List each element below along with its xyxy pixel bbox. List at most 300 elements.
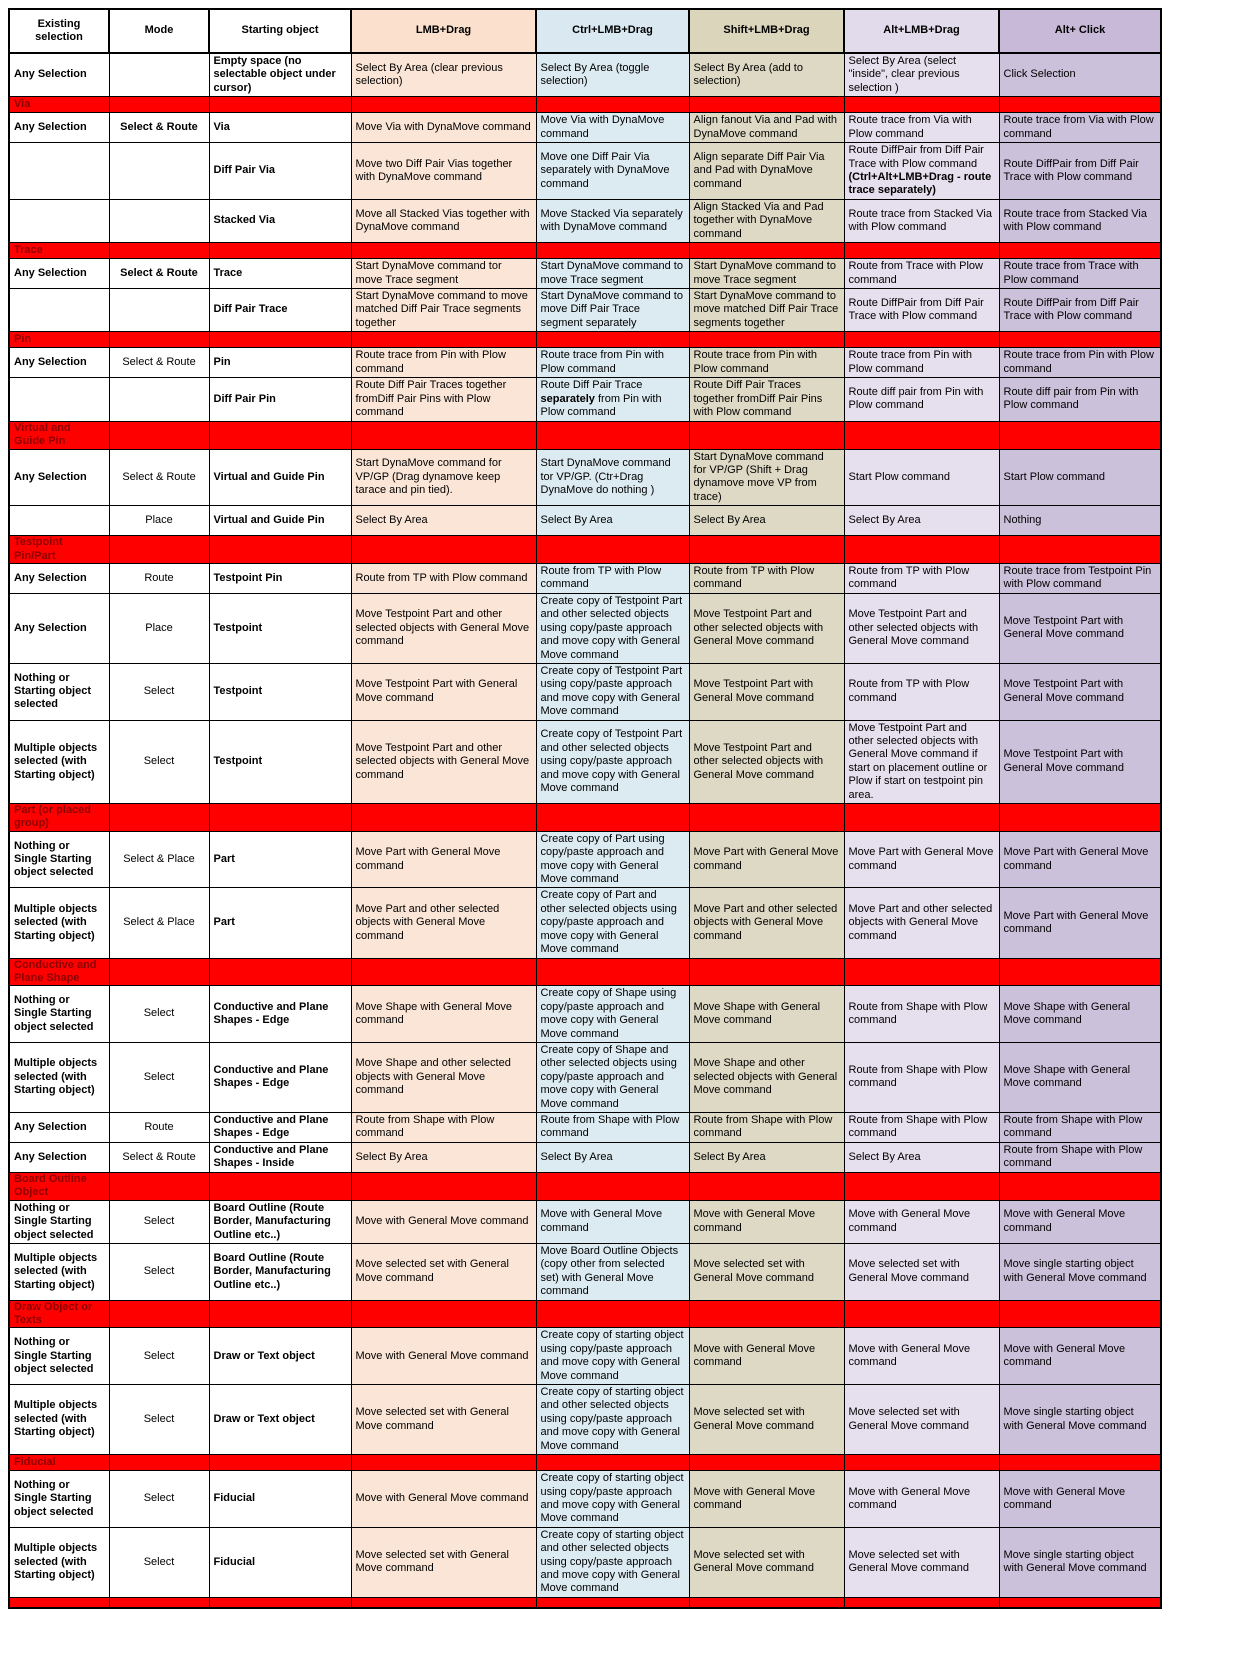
table-row xyxy=(9,986,1161,1043)
section-band-cell xyxy=(351,243,536,259)
cell-mode: Select xyxy=(109,1244,209,1301)
section-band-cell xyxy=(351,1455,536,1471)
table-row xyxy=(9,1385,1161,1455)
cell-shift-lmb-drag: Align separate Diff Pair Via and Pad with DynaMove command xyxy=(689,143,844,200)
cell-alt-lmb-drag: Route from TP with Plow command xyxy=(844,563,999,593)
cell-shift-lmb-drag: Align fanout Via and Pad with DynaMove command xyxy=(689,113,844,143)
section-divider-row xyxy=(9,97,1161,113)
section-band-cell xyxy=(999,1597,1161,1608)
cell-shift-lmb-drag: Start DynaMove command to move matched Diff Pair Trace segments together xyxy=(689,289,844,332)
section-band-cell xyxy=(999,536,1161,564)
cell-ctrl-lmb-drag: Start DynaMove command tor VP/GP. (Ctr+Drag DynaMove do nothing ) xyxy=(536,449,689,506)
cell-alt-click: Click Selection xyxy=(999,53,1161,97)
cell-ctrl-lmb-drag: Move with General Move command xyxy=(536,1200,689,1243)
section-band-cell xyxy=(689,958,844,986)
section-band-cell xyxy=(689,536,844,564)
cell-ctrl-lmb-drag: Move Stacked Via separately with DynaMove command xyxy=(536,199,689,242)
cell-lmb-drag: Move Part with General Move command xyxy=(351,831,536,888)
section-band-cell xyxy=(999,1455,1161,1471)
cell-alt-click: Move Shape with General Move command xyxy=(999,986,1161,1043)
table-row xyxy=(9,1200,1161,1243)
cell-shift-lmb-drag: Select By Area xyxy=(689,506,844,536)
section-band-cell xyxy=(351,804,536,832)
section-label-cell: Trace xyxy=(9,243,109,259)
cell-ctrl-lmb-drag: Select By Area xyxy=(536,1142,689,1172)
cell-ctrl-lmb-drag: Create copy of Part and other selected objects using copy/paste approach and move copy with General Move command xyxy=(536,888,689,958)
section-band-cell xyxy=(109,958,209,986)
cell-alt-lmb-drag: Route from Trace with Plow command xyxy=(844,259,999,289)
section-band-cell xyxy=(844,1455,999,1471)
section-divider-row xyxy=(9,1597,1161,1608)
cell-existing-selection: Any Selection xyxy=(9,449,109,506)
cell-ctrl-lmb-drag: Start DynaMove command to move Diff Pair Trace segment separately xyxy=(536,289,689,332)
cell-mode: Select & Place xyxy=(109,888,209,958)
section-band-cell xyxy=(536,1172,689,1200)
cell-ctrl-lmb-drag: Move Board Outline Objects (copy other from selected set) with General Move command xyxy=(536,1244,689,1301)
cell-alt-lmb-drag: Route from Shape with Plow command xyxy=(844,986,999,1043)
cell-shift-lmb-drag: Move selected set with General Move command xyxy=(689,1527,844,1597)
cell-mode: Select xyxy=(109,1527,209,1597)
cell-alt-click: Move Shape with General Move command xyxy=(999,1042,1161,1112)
section-band-cell xyxy=(844,243,999,259)
table-row xyxy=(9,506,1161,536)
section-band-cell xyxy=(209,1597,351,1608)
cell-starting-object: Via xyxy=(209,113,351,143)
section-band-cell xyxy=(689,1300,844,1328)
cell-mode xyxy=(109,289,209,332)
cell-lmb-drag: Select By Area xyxy=(351,1142,536,1172)
section-label-cell: Testpoint Pin/Part xyxy=(9,536,109,564)
cell-alt-click: Route trace from Testpoint Pin with Plow command xyxy=(999,563,1161,593)
cell-shift-lmb-drag: Move Shape and other selected objects with General Move command xyxy=(689,1042,844,1112)
section-band-cell xyxy=(109,1172,209,1200)
section-band-cell xyxy=(844,804,999,832)
table-row xyxy=(9,143,1161,200)
section-band-cell xyxy=(844,332,999,348)
cell-alt-lmb-drag: Move selected set with General Move command xyxy=(844,1385,999,1455)
section-band-cell xyxy=(209,97,351,113)
cell-alt-lmb-drag: Move selected set with General Move command xyxy=(844,1527,999,1597)
cell-alt-lmb-drag: Route from Shape with Plow command xyxy=(844,1042,999,1112)
table-row xyxy=(9,1042,1161,1112)
shortcut-table-body xyxy=(9,53,1161,1608)
cell-mode xyxy=(109,378,209,421)
cell-alt-click: Route diff pair from Pin with Plow command xyxy=(999,378,1161,421)
section-divider-row xyxy=(9,804,1161,832)
cell-existing-selection xyxy=(9,506,109,536)
selection-shortcut-table xyxy=(8,8,1162,1609)
section-band-cell xyxy=(109,804,209,832)
section-label-cell: Board Outline Object xyxy=(9,1172,109,1200)
section-band-cell xyxy=(536,243,689,259)
table-header-row xyxy=(9,9,1161,53)
cell-alt-lmb-drag: Select By Area xyxy=(844,506,999,536)
section-band-cell xyxy=(844,536,999,564)
section-band-cell xyxy=(844,97,999,113)
cell-starting-object: Conductive and Plane Shapes - Inside xyxy=(209,1142,351,1172)
cell-existing-selection: Multiple objects selected (with Starting object) xyxy=(9,888,109,958)
cell-starting-object: Board Outline (Route Border, Manufacturing Outline etc..) xyxy=(209,1244,351,1301)
cell-shift-lmb-drag: Move Part with General Move command xyxy=(689,831,844,888)
cell-starting-object: Conductive and Plane Shapes - Edge xyxy=(209,1042,351,1112)
cell-starting-object: Fiducial xyxy=(209,1527,351,1597)
cell-lmb-drag: Move Via with DynaMove command xyxy=(351,113,536,143)
section-band-cell xyxy=(689,332,844,348)
cell-ctrl-lmb-drag: Create copy of Testpoint Part using copy/paste approach and move copy with General Move command xyxy=(536,663,689,720)
cell-alt-lmb-drag: Route from Shape with Plow command xyxy=(844,1112,999,1142)
cell-existing-selection: Nothing or Single Starting object selected xyxy=(9,1471,109,1528)
section-label-cell: Fiducial xyxy=(9,1455,109,1471)
cell-alt-lmb-drag: Move with General Move command xyxy=(844,1471,999,1528)
cell-mode: Route xyxy=(109,563,209,593)
section-band-cell xyxy=(999,958,1161,986)
cell-mode: Route xyxy=(109,1112,209,1142)
header-existing-selection: Existing selection xyxy=(9,9,109,53)
cell-existing-selection: Nothing or Single Starting object selected xyxy=(9,1200,109,1243)
cell-starting-object: Diff Pair Pin xyxy=(209,378,351,421)
cell-starting-object: Part xyxy=(209,888,351,958)
section-divider-row xyxy=(9,958,1161,986)
header-ctrl-lmb-drag: Ctrl+LMB+Drag xyxy=(536,9,689,53)
cell-alt-click: Start Plow command xyxy=(999,449,1161,506)
section-divider-row xyxy=(9,1172,1161,1200)
cell-alt-click: Route trace from Via with Plow command xyxy=(999,113,1161,143)
cell-shift-lmb-drag: Move Part and other selected objects with General Move command xyxy=(689,888,844,958)
cell-existing-selection: Any Selection xyxy=(9,1112,109,1142)
table-row xyxy=(9,1244,1161,1301)
cell-starting-object: Part xyxy=(209,831,351,888)
cell-mode xyxy=(109,143,209,200)
cell-alt-lmb-drag: Route diff pair from Pin with Plow command xyxy=(844,378,999,421)
section-band-cell xyxy=(536,536,689,564)
header-mode: Mode xyxy=(109,9,209,53)
cell-mode: Select & Route xyxy=(109,259,209,289)
table-row xyxy=(9,348,1161,378)
table-row xyxy=(9,1328,1161,1385)
cell-existing-selection: Nothing or Single Starting object selected xyxy=(9,986,109,1043)
cell-shift-lmb-drag: Move selected set with General Move command xyxy=(689,1385,844,1455)
cell-ctrl-lmb-drag: Select By Area (toggle selection) xyxy=(536,53,689,97)
cell-existing-selection: Any Selection xyxy=(9,593,109,663)
cell-alt-lmb-drag: Route DiffPair from Diff Pair Trace with Plow command xyxy=(844,289,999,332)
cell-existing-selection: Nothing or Starting object selected xyxy=(9,663,109,720)
section-band-cell xyxy=(209,421,351,449)
section-band-cell xyxy=(109,1597,209,1608)
cell-alt-lmb-drag: Move with General Move command xyxy=(844,1328,999,1385)
header-shift-lmb-drag: Shift+LMB+Drag xyxy=(689,9,844,53)
section-band-cell xyxy=(351,421,536,449)
cell-alt-lmb-drag: Route trace from Stacked Via with Plow command xyxy=(844,199,999,242)
table-row xyxy=(9,1112,1161,1142)
cell-existing-selection xyxy=(9,199,109,242)
cell-ctrl-lmb-drag: Create copy of Testpoint Part and other selected objects using copy/paste approach and move copy with General Move command xyxy=(536,593,689,663)
section-band-cell xyxy=(351,1172,536,1200)
cell-shift-lmb-drag: Move Shape with General Move command xyxy=(689,986,844,1043)
cell-alt-click: Route DiffPair from Diff Pair Trace with Plow command xyxy=(999,143,1161,200)
cell-starting-object: Stacked Via xyxy=(209,199,351,242)
cell-alt-click: Move with General Move command xyxy=(999,1471,1161,1528)
section-band-cell xyxy=(209,1172,351,1200)
section-band-cell xyxy=(844,1172,999,1200)
cell-shift-lmb-drag: Select By Area xyxy=(689,1142,844,1172)
cell-existing-selection: Any Selection xyxy=(9,1142,109,1172)
cell-ctrl-lmb-drag: Route trace from Pin with Plow command xyxy=(536,348,689,378)
cell-mode xyxy=(109,199,209,242)
cell-existing-selection: Nothing or Single Starting object selected xyxy=(9,1328,109,1385)
cell-mode: Place xyxy=(109,593,209,663)
cell-starting-object: Trace xyxy=(209,259,351,289)
section-band-cell xyxy=(536,421,689,449)
cell-lmb-drag: Move selected set with General Move command xyxy=(351,1244,536,1301)
table-row xyxy=(9,1471,1161,1528)
cell-alt-click: Route DiffPair from Diff Pair Trace with Plow command xyxy=(999,289,1161,332)
cell-existing-selection: Any Selection xyxy=(9,53,109,97)
section-band-cell xyxy=(351,1597,536,1608)
cell-starting-object: Pin xyxy=(209,348,351,378)
section-divider-row xyxy=(9,421,1161,449)
cell-ctrl-lmb-drag: Route Diff Pair Trace separately from Pin with Plow command xyxy=(536,378,689,421)
section-band-cell xyxy=(999,804,1161,832)
section-band-cell xyxy=(109,421,209,449)
section-band-cell xyxy=(351,536,536,564)
cell-shift-lmb-drag: Start DynaMove command for VP/GP (Shift + Drag dynamove move VP from trace) xyxy=(689,449,844,506)
section-band-cell xyxy=(109,332,209,348)
cell-lmb-drag: Move Shape and other selected objects with General Move command xyxy=(351,1042,536,1112)
cell-alt-click: Move Testpoint Part with General Move command xyxy=(999,663,1161,720)
cell-starting-object: Virtual and Guide Pin xyxy=(209,449,351,506)
cell-alt-click: Move Part with General Move command xyxy=(999,831,1161,888)
section-band-cell xyxy=(536,958,689,986)
section-band-cell xyxy=(536,1455,689,1471)
section-band-cell xyxy=(536,804,689,832)
cell-existing-selection: Multiple objects selected (with Starting object) xyxy=(9,720,109,803)
cell-shift-lmb-drag: Move with General Move command xyxy=(689,1200,844,1243)
cell-mode: Select xyxy=(109,1328,209,1385)
cell-mode: Select xyxy=(109,1200,209,1243)
cell-starting-object: Testpoint xyxy=(209,663,351,720)
cell-starting-object: Diff Pair Via xyxy=(209,143,351,200)
cell-lmb-drag: Move all Stacked Vias together with DynaMove command xyxy=(351,199,536,242)
cell-shift-lmb-drag: Select By Area (add to selection) xyxy=(689,53,844,97)
section-divider-row xyxy=(9,332,1161,348)
cell-shift-lmb-drag: Route trace from Pin with Plow command xyxy=(689,348,844,378)
cell-ctrl-lmb-drag: Create copy of starting object and other selected objects using copy/paste approach and move copy with General Move command xyxy=(536,1527,689,1597)
cell-shift-lmb-drag: Route from TP with Plow command xyxy=(689,563,844,593)
cell-starting-object: Testpoint xyxy=(209,720,351,803)
cell-existing-selection: Any Selection xyxy=(9,259,109,289)
cell-starting-object: Conductive and Plane Shapes - Edge xyxy=(209,986,351,1043)
cell-shift-lmb-drag: Move Testpoint Part with General Move command xyxy=(689,663,844,720)
table-row xyxy=(9,289,1161,332)
section-band-cell xyxy=(109,97,209,113)
cell-existing-selection: Any Selection xyxy=(9,113,109,143)
section-band-cell xyxy=(999,1172,1161,1200)
cell-shift-lmb-drag: Move selected set with General Move command xyxy=(689,1244,844,1301)
section-label-cell: Part (or placed group) xyxy=(9,804,109,832)
cell-alt-click: Move with General Move command xyxy=(999,1200,1161,1243)
cell-lmb-drag: Move selected set with General Move command xyxy=(351,1527,536,1597)
cell-alt-click: Move Testpoint Part with General Move command xyxy=(999,593,1161,663)
cell-lmb-drag: Move with General Move command xyxy=(351,1471,536,1528)
table-row xyxy=(9,888,1161,958)
cell-starting-object: Draw or Text object xyxy=(209,1385,351,1455)
cell-ctrl-lmb-drag: Create copy of Shape and other selected objects using copy/paste approach and move copy with General Move command xyxy=(536,1042,689,1112)
cell-shift-lmb-drag: Move with General Move command xyxy=(689,1471,844,1528)
section-band-cell xyxy=(109,243,209,259)
cell-lmb-drag: Move Testpoint Part and other selected objects with General Move command xyxy=(351,593,536,663)
section-band-cell xyxy=(109,1455,209,1471)
section-band-cell xyxy=(999,1300,1161,1328)
cell-ctrl-lmb-drag: Create copy of Part using copy/paste approach and move copy with General Move command xyxy=(536,831,689,888)
cell-alt-lmb-drag: Select By Area xyxy=(844,1142,999,1172)
cell-alt-click: Route from Shape with Plow command xyxy=(999,1112,1161,1142)
section-band-cell xyxy=(209,1300,351,1328)
section-band-cell xyxy=(689,804,844,832)
cell-mode xyxy=(109,53,209,97)
cell-lmb-drag: Move selected set with General Move command xyxy=(351,1385,536,1455)
section-label-cell: Virtual and Guide Pin xyxy=(9,421,109,449)
cell-mode: Select & Route xyxy=(109,449,209,506)
cell-starting-object: Conductive and Plane Shapes - Edge xyxy=(209,1112,351,1142)
section-band-cell xyxy=(689,1172,844,1200)
cell-ctrl-lmb-drag: Route from TP with Plow command xyxy=(536,563,689,593)
section-band-cell xyxy=(999,332,1161,348)
cell-alt-lmb-drag: Route from TP with Plow command xyxy=(844,663,999,720)
section-band-cell xyxy=(999,97,1161,113)
cell-shift-lmb-drag: Route Diff Pair Traces together fromDiff Pair Pins with Plow command xyxy=(689,378,844,421)
section-band-cell xyxy=(109,1300,209,1328)
section-divider-row xyxy=(9,1300,1161,1328)
cell-lmb-drag: Move with General Move command xyxy=(351,1328,536,1385)
section-label-cell xyxy=(9,1597,109,1608)
cell-ctrl-lmb-drag: Start DynaMove command to move Trace segment xyxy=(536,259,689,289)
cell-shift-lmb-drag: Move Testpoint Part and other selected objects with General Move command xyxy=(689,720,844,803)
table-row xyxy=(9,1142,1161,1172)
cell-alt-click: Move Testpoint Part with General Move command xyxy=(999,720,1161,803)
cell-shift-lmb-drag: Align Stacked Via and Pad together with DynaMove command xyxy=(689,199,844,242)
cell-mode: Select xyxy=(109,1385,209,1455)
cell-lmb-drag: Move with General Move command xyxy=(351,1200,536,1243)
table-row xyxy=(9,53,1161,97)
section-band-cell xyxy=(536,1597,689,1608)
section-band-cell xyxy=(844,1597,999,1608)
cell-alt-click: Route trace from Trace with Plow command xyxy=(999,259,1161,289)
cell-existing-selection: Any Selection xyxy=(9,348,109,378)
cell-mode: Select & Route xyxy=(109,348,209,378)
cell-alt-click: Route trace from Stacked Via with Plow command xyxy=(999,199,1161,242)
cell-alt-lmb-drag: Move with General Move command xyxy=(844,1200,999,1243)
cell-starting-object: Virtual and Guide Pin xyxy=(209,506,351,536)
cell-lmb-drag: Route Diff Pair Traces together fromDiff Pair Pins with Plow command xyxy=(351,378,536,421)
cell-alt-click: Nothing xyxy=(999,506,1161,536)
table-row xyxy=(9,663,1161,720)
section-band-cell xyxy=(999,421,1161,449)
section-band-cell xyxy=(689,421,844,449)
cell-alt-click: Move Part with General Move command xyxy=(999,888,1161,958)
cell-alt-click: Move single starting object with General Move command xyxy=(999,1385,1161,1455)
cell-ctrl-lmb-drag: Create copy of starting object using copy/paste approach and move copy with General Move command xyxy=(536,1328,689,1385)
section-band-cell xyxy=(351,332,536,348)
cell-shift-lmb-drag: Move Testpoint Part and other selected objects with General Move command xyxy=(689,593,844,663)
cell-lmb-drag: Move Part and other selected objects with General Move command xyxy=(351,888,536,958)
cell-shift-lmb-drag: Start DynaMove command to move Trace segment xyxy=(689,259,844,289)
section-label-cell: Draw Object or Texts xyxy=(9,1300,109,1328)
header-starting-object: Starting object xyxy=(209,9,351,53)
section-band-cell xyxy=(351,97,536,113)
section-band-cell xyxy=(689,243,844,259)
section-band-cell xyxy=(536,1300,689,1328)
cell-existing-selection: Multiple objects selected (with Starting object) xyxy=(9,1385,109,1455)
cell-ctrl-lmb-drag: Move one Diff Pair Via separately with DynaMove command xyxy=(536,143,689,200)
cell-lmb-drag: Select By Area (clear previous selection) xyxy=(351,53,536,97)
cell-existing-selection: Multiple objects selected (with Starting object) xyxy=(9,1527,109,1597)
cell-mode: Place xyxy=(109,506,209,536)
cell-ctrl-lmb-drag: Create copy of Shape using copy/paste approach and move copy with General Move command xyxy=(536,986,689,1043)
cell-ctrl-lmb-drag: Create copy of Testpoint Part and other selected objects using copy/paste approach and move copy with General Move command xyxy=(536,720,689,803)
table-row xyxy=(9,1527,1161,1597)
section-band-cell xyxy=(844,958,999,986)
cell-alt-lmb-drag: Route DiffPair from Diff Pair Trace with Plow command (Ctrl+Alt+LMB+Drag - route trace separately) xyxy=(844,143,999,200)
cell-existing-selection: Multiple objects selected (with Starting object) xyxy=(9,1244,109,1301)
cell-alt-click: Route trace from Pin with Plow command xyxy=(999,348,1161,378)
cell-starting-object: Diff Pair Trace xyxy=(209,289,351,332)
header-alt-lmb-drag: Alt+LMB+Drag xyxy=(844,9,999,53)
cell-starting-object: Fiducial xyxy=(209,1471,351,1528)
cell-lmb-drag: Start DynaMove command for VP/GP (Drag dynamove keep tarace and pin tied). xyxy=(351,449,536,506)
cell-alt-lmb-drag: Start Plow command xyxy=(844,449,999,506)
table-row xyxy=(9,593,1161,663)
cell-starting-object: Testpoint xyxy=(209,593,351,663)
cell-mode: Select xyxy=(109,1042,209,1112)
table-row xyxy=(9,259,1161,289)
cell-lmb-drag: Move Testpoint Part and other selected objects with General Move command xyxy=(351,720,536,803)
section-band-cell xyxy=(351,1300,536,1328)
cell-existing-selection: Nothing or Single Starting object selected xyxy=(9,831,109,888)
cell-starting-object: Empty space (no selectable object under cursor) xyxy=(209,53,351,97)
cell-starting-object: Draw or Text object xyxy=(209,1328,351,1385)
cell-alt-lmb-drag: Move selected set with General Move command xyxy=(844,1244,999,1301)
cell-mode: Select & Route xyxy=(109,1142,209,1172)
section-band-cell xyxy=(209,958,351,986)
section-band-cell xyxy=(109,536,209,564)
cell-mode: Select xyxy=(109,1471,209,1528)
section-label-cell: Via xyxy=(9,97,109,113)
section-band-cell xyxy=(536,332,689,348)
table-row xyxy=(9,199,1161,242)
table-row xyxy=(9,831,1161,888)
section-band-cell xyxy=(209,243,351,259)
cell-mode: Select xyxy=(109,720,209,803)
section-band-cell xyxy=(536,97,689,113)
cell-lmb-drag: Route from Shape with Plow command xyxy=(351,1112,536,1142)
section-label-cell: Pin xyxy=(9,332,109,348)
table-row xyxy=(9,563,1161,593)
cell-existing-selection: Multiple objects selected (with Starting object) xyxy=(9,1042,109,1112)
cell-mode: Select & Place xyxy=(109,831,209,888)
cell-starting-object: Testpoint Pin xyxy=(209,563,351,593)
cell-lmb-drag: Route from TP with Plow command xyxy=(351,563,536,593)
cell-alt-lmb-drag: Route trace from Via with Plow command xyxy=(844,113,999,143)
cell-shift-lmb-drag: Move with General Move command xyxy=(689,1328,844,1385)
section-band-cell xyxy=(209,1455,351,1471)
section-band-cell xyxy=(689,1455,844,1471)
cell-lmb-drag: Start DynaMove command tor move Trace segment xyxy=(351,259,536,289)
header-lmb-drag: LMB+Drag xyxy=(351,9,536,53)
cell-existing-selection: Any Selection xyxy=(9,563,109,593)
section-band-cell xyxy=(689,97,844,113)
table-row xyxy=(9,113,1161,143)
section-band-cell xyxy=(844,421,999,449)
